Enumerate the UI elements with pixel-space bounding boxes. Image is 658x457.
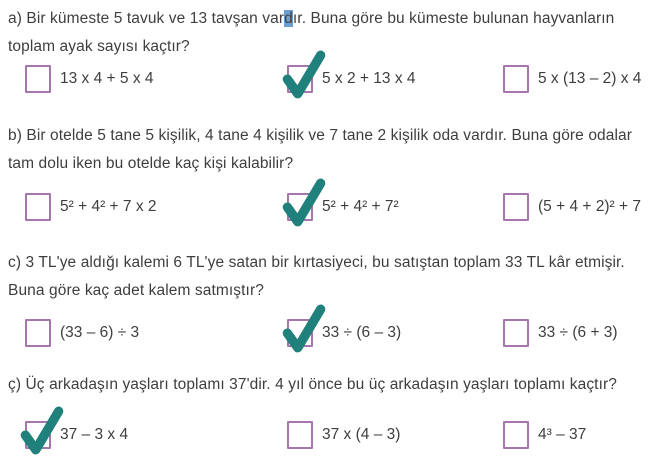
option-a-3-label: 5 x (13 – 2) x 4	[538, 70, 642, 87]
question-ç-options	[8, 421, 652, 449]
checkmark-icon	[19, 405, 65, 457]
question-a-text-post: ır. Buna göre bu kümeste bulunan hayvanların toplam ayak sayısı kaçtır?	[8, 10, 615, 55]
option-ç-1	[25, 421, 287, 449]
option-b-2-label: 5² + 4² + 7²	[322, 198, 399, 215]
option-c-3	[503, 319, 652, 347]
question-a-text	[8, 5, 652, 61]
checkmark-icon	[281, 177, 327, 229]
question-a-options	[8, 65, 652, 93]
text-selection-highlight: d	[284, 10, 293, 27]
option-b-1	[25, 193, 287, 221]
checkbox-a-1[interactable]	[25, 65, 51, 93]
checkbox-c-1[interactable]	[25, 319, 51, 347]
option-ç-1-label: 37 – 3 x 4	[60, 426, 129, 443]
option-b-1-label: 5² + 4² + 7 x 2	[60, 198, 157, 215]
option-b-2	[287, 193, 503, 221]
option-ç-2-label: 37 x (4 – 3)	[322, 426, 401, 443]
checkbox-ç-3[interactable]	[503, 421, 529, 449]
option-b-3-label: (5 + 4 + 2)² + 7	[538, 198, 641, 215]
question-b-text: b) Bir otelde 5 tane 5 kişilik, 4 tane 4 kişilik ve 7 tane 2 kişilik oda vardır. Buna göre odalar tam dolu iken bu otelde kaç kişi kalabilir?	[8, 127, 633, 172]
option-b-3	[503, 193, 652, 221]
checkbox-ç-2[interactable]	[287, 421, 313, 449]
question-b-options	[8, 193, 652, 221]
option-ç-2	[287, 421, 503, 449]
question-c-options	[8, 319, 652, 347]
option-a-1-label: 13 x 4 + 5 x 4	[60, 70, 154, 87]
checkbox-a-2[interactable]	[287, 65, 313, 93]
option-a-2-label: 5 x 2 + 13 x 4	[322, 70, 416, 87]
option-ç-3	[503, 421, 652, 449]
option-c-1-label: (33 – 6) ÷ 3	[60, 324, 140, 341]
question-a-text-pre: a) Bir kümeste 5 tavuk ve 13 tavşan var	[8, 10, 285, 27]
option-ç-3-label: 4³ – 37	[538, 426, 587, 443]
question-c-text: c) 3 TL'ye aldığı kalemi 6 TL'ye satan bir kırtasiyeci, bu satıştan toplam 33 TL kâr etmişir. Buna göre kaç adet kalem satmıştır?	[8, 254, 625, 299]
option-a-1	[25, 65, 287, 93]
checkbox-a-3[interactable]	[503, 65, 529, 93]
checkbox-b-1[interactable]	[25, 193, 51, 221]
option-c-1	[25, 319, 287, 347]
option-c-2-label: 33 ÷ (6 – 3)	[322, 324, 402, 341]
option-a-3	[503, 65, 652, 93]
checkbox-c-2[interactable]	[287, 319, 313, 347]
checkbox-ç-1[interactable]	[25, 421, 51, 449]
option-c-3-label: 33 ÷ (6 + 3)	[538, 324, 618, 341]
checkmark-icon	[281, 303, 327, 355]
option-c-2	[287, 319, 503, 347]
checkbox-c-3[interactable]	[503, 319, 529, 347]
checkbox-b-2[interactable]	[287, 193, 313, 221]
option-a-2	[287, 65, 503, 93]
checkbox-b-3[interactable]	[503, 193, 529, 221]
question-ç-text: ç) Üç arkadaşın yaşları toplamı 37'dir. 4 yıl önce bu üç arkadaşın yaşları toplamı kaçtır?	[8, 376, 617, 393]
